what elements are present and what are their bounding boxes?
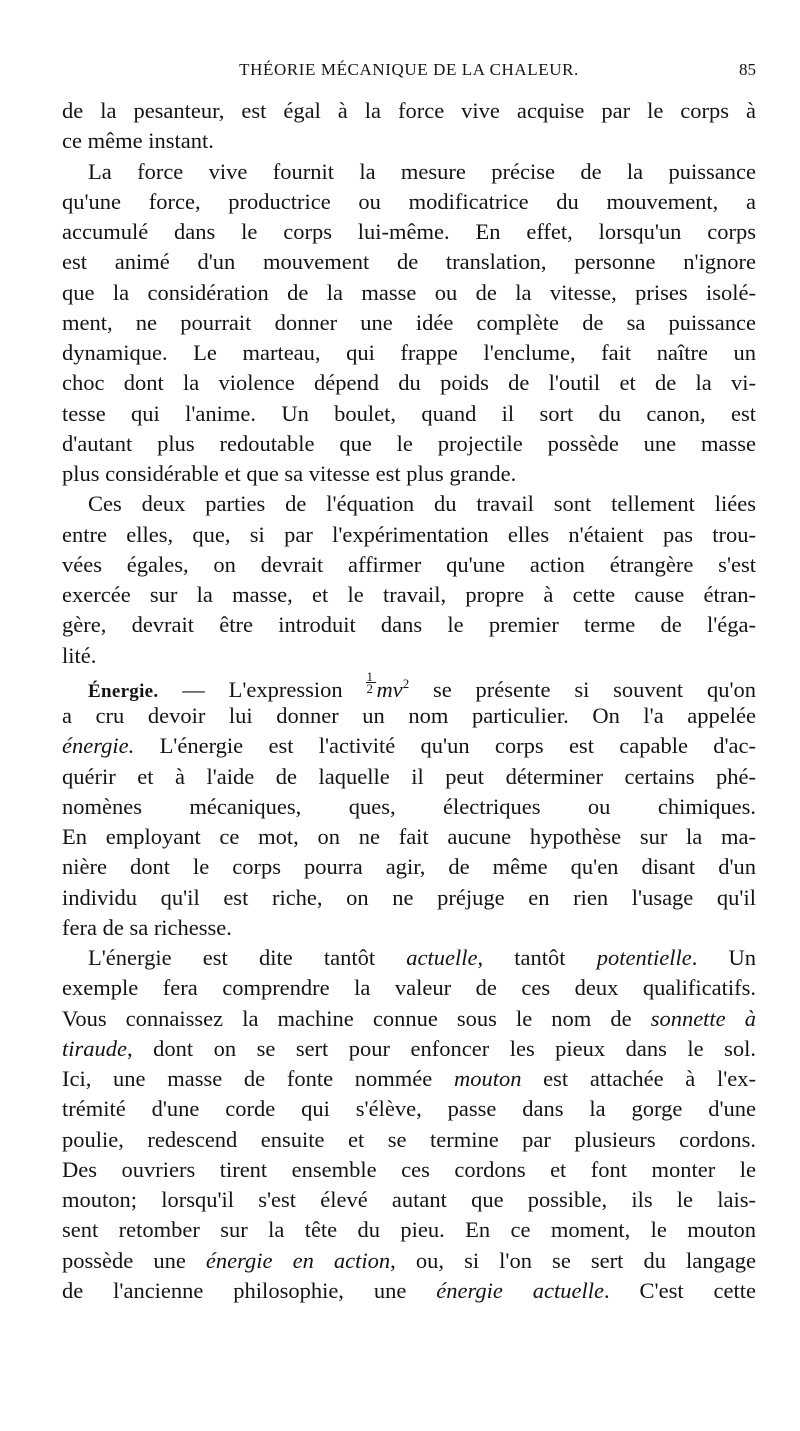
text-line: d'autant plus redoutable que le projectile possède une masse [62,430,756,456]
text-line: gère, devrait être introduit dans le premier terme de l'éga- [62,612,756,638]
text-line [62,668,756,702]
text-line [62,1034,756,1064]
text-line: plus considérable et que sa vitesse est plus grande. [62,461,517,486]
paragraph [62,157,756,490]
text-run: — L'expression [158,676,367,702]
text-line: fera de sa richesse. [62,914,232,940]
fraction-denominator: 2 [366,680,373,696]
fraction-numerator: 1 [366,671,376,683]
body-text [62,96,756,1306]
text-line [62,731,756,761]
text-line: exemple fera comprendre la valeur de ces deux qualificatifs. [62,975,756,1001]
page-header [62,60,756,90]
text-run: , dont on se sert pour enfoncer les pieux dans le sol. [127,1035,756,1061]
text-line: individu qu'il est riche, on ne préjuge en rien l'usage qu'il [62,884,756,910]
paragraph [62,489,756,671]
text-line: vées égales, on devrait affirmer qu'une action étrangère s'est [62,551,756,577]
text-line: ment, ne pourrait donner une idée complète de sa puissance [62,309,756,335]
emphasis-term: énergie en action [205,1247,391,1273]
emphasis-term: énergie. [62,733,135,759]
paragraph [62,96,756,157]
emphasis-term: mouton [453,1066,522,1091]
text-line: La force vive fournit la mesure précise de la puissance [88,158,756,184]
text-line: lité. [62,642,97,668]
page-number: 85 [739,60,756,79]
text-line: ce même instant. [62,128,214,154]
text-run: de l'ancienne philosophie, une [62,1277,437,1303]
text-line: poulie, redescend ensuite et se termine par plusieurs cordons. [62,1126,756,1152]
emphasis-term: tiraude [62,1035,127,1061]
text-run: se présente si souvent qu'on [409,676,756,702]
text-run: possède une [62,1247,206,1273]
text-line [62,1064,756,1094]
emphasis-term: potentielle [596,945,692,970]
text-line: entre elles, que, si par l'expérimentation elles n'étaient pas trou- [62,521,756,547]
section-run-in-heading: Énergie. [88,680,159,702]
text-run: . C'est cette [604,1277,756,1303]
text-line: choc dont la violence dépend du poids de l'outil et de la vi- [62,370,756,396]
text-line: En employant ce mot, on ne fait aucune hypothèse sur la ma- [62,824,756,849]
text-line: mouton; lorsqu'il s'est élevé autant que possible, ils le lais- [62,1187,756,1212]
text-line: accumulé dans le corps lui-même. En effet, lorsqu'un corps [62,219,756,244]
text-line: Ces deux parties de l'équation du travail sont tellement liées [88,491,756,517]
text-line: Des ouvriers tirent ensemble ces cordons et font monter le [62,1156,756,1182]
emphasis-term: sonnette à [650,1005,756,1031]
fraction-one-half [366,668,376,696]
text-run: . Un [691,945,756,970]
text-line: nière dont le corps pourra agir, de même qu'en disant d'un [62,854,756,880]
emphasis-term: énergie actuelle [436,1277,605,1303]
formula-mv: mv [376,676,403,702]
text-run: est attachée à l'ex- [521,1066,756,1091]
text-run: , tantôt [477,945,597,970]
text-line: sent retomber sur la tête du pieu. En ce moment, le mouton [62,1217,756,1243]
text-run: L'énergie est l'activité qu'un corps est capable d'ac- [134,733,756,759]
text-line: exercée sur la masse, et le travail, propre à cette cause étran- [62,582,756,607]
formula-exponent: 2 [402,675,410,691]
text-run: Ici, une masse de fonte nommée [62,1066,454,1091]
text-line: trémité d'une corde qui s'élève, passe dans la gorge d'une [62,1096,756,1122]
text-line: dynamique. Le marteau, qui frappe l'enclume, fait naître un [62,340,756,365]
text-line [62,1246,756,1276]
text-line: qu'une force, productrice ou modificatrice du mouvement, a [62,188,756,214]
text-run: L'énergie est dite tantôt [88,945,407,970]
text-line: tesse qui l'anime. Un boulet, quand il sort du canon, est [62,400,756,426]
text-line: que la considération de la masse ou de la vitesse, prises isolé- [62,279,756,305]
text-line: quérir et à l'aide de laquelle il peut déterminer certains phé- [62,763,756,789]
text-line: de la pesanteur, est égal à la force vive acquise par le corps à [62,98,756,123]
text-line: est animé d'un mouvement de translation, personne n'ignore [62,249,756,275]
paragraph [62,943,756,1306]
text-run: , ou, si l'on se sert du langage [390,1247,756,1273]
paragraph-energie [62,668,756,943]
text-line [62,1276,756,1306]
running-head: THÉORIE MÉCANIQUE DE LA CHALEUR. [239,60,579,79]
text-line [62,1004,756,1034]
text-line [62,943,756,973]
text-line: nomènes mécaniques, ques, électriques ou chimiques. [62,793,756,819]
emphasis-term: actuelle [406,945,478,970]
text-line: a cru devoir lui donner un nom particulier. On l'a appelée [62,703,756,728]
text-run: Vous connaissez la machine connue sous le nom de [62,1005,651,1031]
